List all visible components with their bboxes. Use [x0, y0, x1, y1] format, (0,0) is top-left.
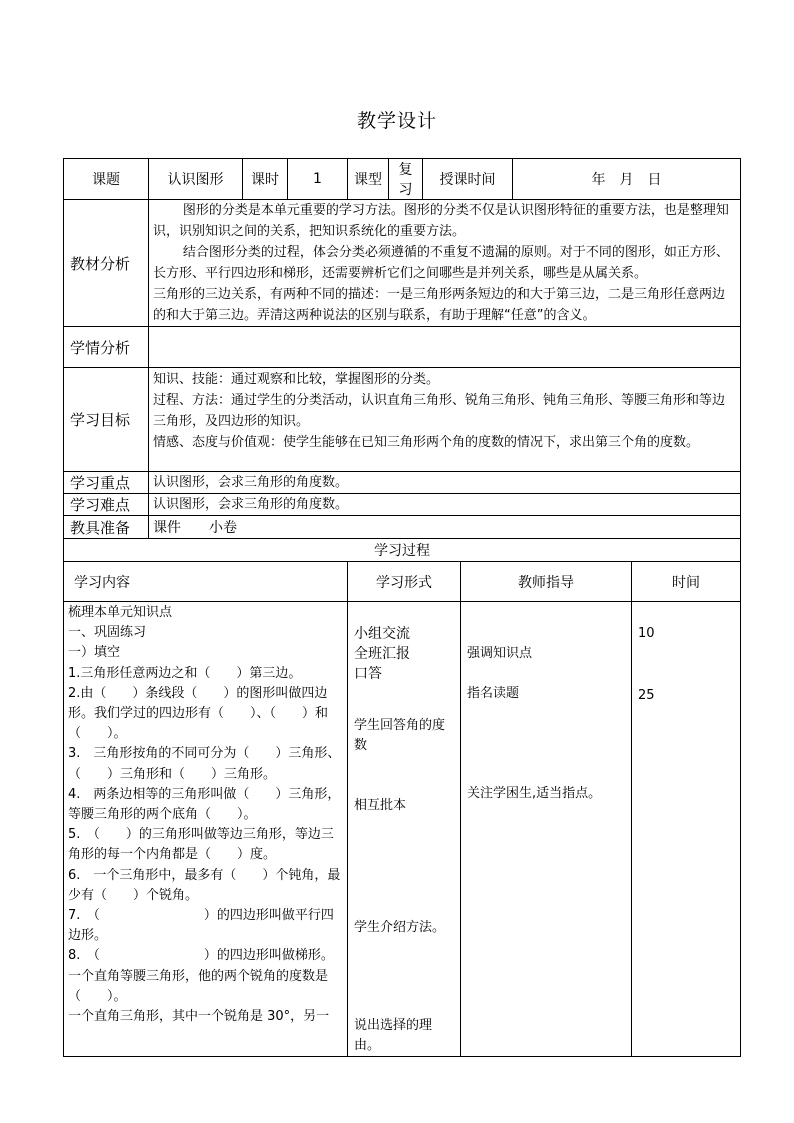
student-analysis-row [64, 327, 741, 368]
content-line: 2.由（ ）条线段（ ）的图形叫做四边形。我们学过的四边形有（ ）、（ ）和（ ）。 [68, 685, 329, 742]
date-value: 年 月 日 [513, 159, 741, 200]
content-line: 5. （ ）的三角形叫做等边三角形，等边三角形的每一个内角都是（ ）度。 [68, 827, 334, 863]
header-row [64, 159, 741, 200]
guide-line: 关注学困生,适当指点。 [467, 786, 602, 801]
goals-content [149, 368, 741, 472]
form-column [348, 602, 461, 1057]
goals-label: 学习目标 [64, 368, 149, 472]
difficulty-value: 认识图形，会求三角形的角度数。 [149, 494, 741, 516]
analysis-row [64, 200, 741, 327]
form-line: 学生回答角的度数 [354, 718, 446, 753]
analysis-content [149, 200, 741, 327]
student-analysis-value [149, 327, 741, 368]
content-line: 4. 两条边相等的三角形叫做（ ）三角形，等腰三角形的两个底角（ ）。 [68, 786, 341, 823]
analysis-paragraph-2: 结合图形分类的过程，体会分类必须遵循的不重复不遗漏的原则。对于不同的图形，如正方形、长方形、平行四边形和梯形，还需要辨析它们之间哪些是并列关系，哪些是从属关系。 [153, 245, 729, 281]
guide-line: 强调知识点 [467, 646, 533, 661]
goal-attitude: 情感、态度与价值观：使学生能够在已知三角形两个角的度数的情况下，求出第三个角的度数。 [153, 435, 700, 450]
col-guide-header: 教师指导 [461, 562, 632, 602]
content-line: 3. 三角形按角的不同可分为（ ）三角形、（ ）三角形和（ ）三角形。 [68, 746, 341, 782]
form-line: 说出选择的理由。 [354, 1018, 433, 1053]
topic-value: 认识图形 [149, 159, 243, 200]
analysis-paragraph-1: 图形的分类是本单元重要的学习方法。图形的分类不仅是认识图形特征的重要方法，也是整理知识，识别知识之间的关系，把知识系统化的重要方法。 [153, 203, 729, 239]
topic-label: 课题 [64, 159, 149, 200]
process-header-row [64, 562, 741, 602]
content-line: 6. 一个三角形中，最多有（ ）个钝角，最少有（ ）个锐角。 [68, 867, 341, 903]
student-analysis-label: 学情分析 [64, 327, 149, 368]
content-line: 一个直角三角形，其中一个锐角是 30°，另一 [68, 1009, 330, 1025]
content-line: 一）填空 [68, 645, 121, 661]
col-content-header: 学习内容 [64, 562, 348, 602]
process-title: 学习过程 [64, 539, 741, 562]
guide-line: 指名读题 [467, 686, 520, 701]
col-time-header: 时间 [632, 562, 741, 602]
goal-process: 过程、方法：通过学生的分类活动，认识直角三角形、锐角三角形、钝角三角形、等腰三角形和等边三角形，及四边形的知识。 [153, 393, 726, 429]
guide-column [461, 602, 632, 1057]
key-point-label: 学习重点 [64, 472, 149, 494]
content-line: 8. （ ）的四边形叫做梯形。一个直角等腰三角形，他的两个锐角的度数是（ ）。 [68, 948, 334, 1004]
form-line: 口答 [354, 666, 382, 682]
tools-label: 教具准备 [64, 516, 149, 539]
time-column [632, 602, 741, 1057]
lesson-plan-table [63, 158, 741, 1057]
content-line: 7. （ ）的四边形叫做平行四边形。 [68, 908, 334, 944]
page-title: 教学设计 [356, 110, 437, 132]
analysis-paragraph-3: 三角形的三边关系，有两种不同的描述：一是三角形两条短边的和大于第三边，二是三角形任意两边的和大于第三边。弄清这两种说法的区别与联系，有助于理解“任意”的含义。 [153, 287, 726, 323]
goal-knowledge: 知识、技能：通过观察和比较，掌握图形的分类。 [153, 372, 440, 387]
form-line: 小组交流 [354, 626, 410, 642]
tools-row [64, 516, 741, 539]
col-form-header: 学习形式 [348, 562, 461, 602]
form-line: 学生介绍方法。 [354, 920, 446, 935]
process-title-row [64, 539, 741, 562]
content-column [64, 602, 348, 1057]
type-value: 复习 [389, 159, 423, 200]
tools-value: 课件 小卷 [149, 516, 741, 539]
analysis-label: 教材分析 [64, 200, 149, 327]
form-line: 相互批本 [354, 798, 407, 813]
content-line: 梳理本单元知识点 [68, 605, 173, 620]
time-line: 25 [638, 688, 655, 703]
period-value: 1 [288, 159, 348, 200]
time-label: 授课时间 [423, 159, 513, 200]
content-line: 1.三角形任意两边之和（ ）第三边。 [68, 665, 302, 681]
time-line: 10 [638, 626, 655, 641]
key-point-value: 认识图形，会求三角形的角度数。 [149, 472, 741, 494]
difficulty-row [64, 494, 741, 516]
difficulty-label: 学习难点 [64, 494, 149, 516]
period-label: 课时 [243, 159, 288, 200]
process-body-row [64, 602, 741, 1057]
form-line: 全班汇报 [354, 646, 410, 662]
type-label: 课型 [348, 159, 389, 200]
content-line: 一、巩固练习 [68, 625, 147, 641]
key-point-row [64, 472, 741, 494]
goals-row [64, 368, 741, 472]
